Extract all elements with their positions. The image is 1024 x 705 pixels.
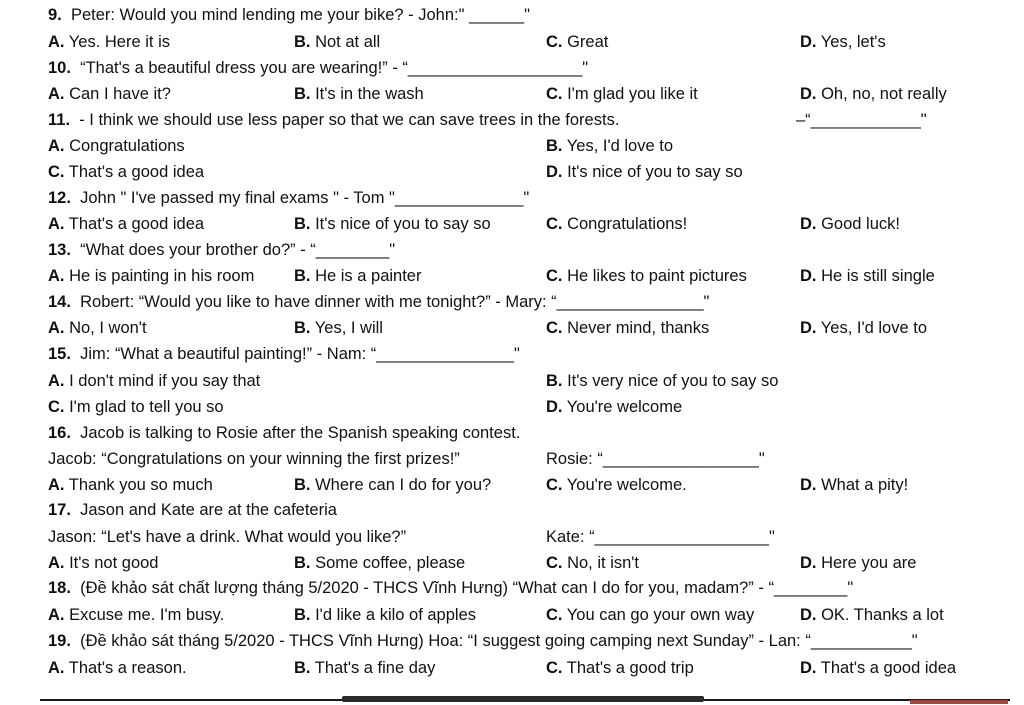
question-9 <box>48 4 530 26</box>
options-10: A. Can I have it? B. It's in the wash C. I'm glad you like it D. Oh, no, not really <box>48 85 947 103</box>
option-d: It's nice of you to say so <box>567 163 743 181</box>
option-b: Some coffee, please <box>315 554 466 572</box>
question-16 <box>48 422 520 444</box>
options-19: A. That's a reason. B. That's a fine day C. That's a good trip D. That's a good idea <box>48 659 957 677</box>
dialog-right: Kate: “___________________" <box>546 528 775 546</box>
options-16: A. Thank you so much B. Where can I do for you? C. You're welcome. D. What a pity! <box>48 476 909 494</box>
options-18: A. Excuse me. I'm busy. B. I'd like a kilo of apples C. You can go your own way D. OK. Thanks a lot <box>48 606 944 624</box>
question-15 <box>48 343 520 365</box>
option-b: That's a fine day <box>314 659 436 677</box>
option-a: That's a good idea <box>68 215 205 233</box>
option-b: I'd like a kilo of apples <box>315 606 477 624</box>
option-b: It's very nice of you to say so <box>567 372 779 390</box>
question-number: 18. <box>48 579 71 597</box>
option-d: That's a good idea <box>820 659 957 677</box>
question-number: 16. <box>48 424 71 442</box>
dialog-17 <box>48 526 1018 548</box>
scroll-indicator <box>342 696 704 702</box>
option-c: You can go your own way <box>566 606 755 624</box>
dialog-right: Rosie: “_________________" <box>546 450 765 468</box>
bottom-accent-line <box>910 700 1008 704</box>
options-13: A. He is painting in his room B. He is a painter C. He likes to paint pictures D. He is still single <box>48 267 935 285</box>
option-d: You're welcome <box>566 398 683 416</box>
option-a: Thank you so much <box>68 476 213 494</box>
question-text: Robert: “Would you like to have dinner with me tonight?” - Mary: “________________" <box>80 293 710 311</box>
question-number: 12. <box>48 189 71 207</box>
question-text: - I think we should use less paper so that we can save trees in the forests. <box>79 111 620 129</box>
option-b: He is a painter <box>315 267 422 285</box>
options-15-row1: A. I don't mind if you say that B. It's very nice of you to say so <box>48 372 779 390</box>
dialog-left: Jason: “Let's have a drink. What would you like?” <box>48 528 407 546</box>
option-c: No, it isn't <box>567 554 640 572</box>
question-14 <box>48 291 709 313</box>
option-b: It's nice of you to say so <box>315 215 491 233</box>
option-d: Good luck! <box>821 215 900 233</box>
question-text: “That's a beautiful dress you are wearing!” - “___________________" <box>80 59 589 77</box>
option-c: Great <box>567 33 609 51</box>
question-18 <box>48 577 853 599</box>
option-d: Oh, no, not really <box>821 85 947 103</box>
options-11-row2: C. That's a good idea D. It's nice of you to say so <box>48 163 743 181</box>
option-a: He is painting in his room <box>69 267 255 285</box>
question-12 <box>48 187 529 209</box>
option-a: No, I won't <box>69 319 147 337</box>
question-number: 14. <box>48 293 71 311</box>
option-d: Yes, let's <box>820 33 886 51</box>
question-11 <box>48 109 1008 131</box>
question-number: 15. <box>48 345 71 363</box>
question-number: 13. <box>48 241 71 259</box>
dialog-left: Jacob: “Congratulations on your winning the first prizes!” <box>48 450 460 468</box>
question-19 <box>48 630 918 652</box>
options-15-row2: C. I'm glad to tell you so D. You're welcome <box>48 398 683 416</box>
question-text: Jacob is talking to Rosie after the Spanish speaking contest. <box>80 424 521 442</box>
option-d: What a pity! <box>821 476 909 494</box>
option-b: Yes, I'd love to <box>566 137 673 155</box>
option-c: Congratulations! <box>567 215 688 233</box>
question-text: (Đề khảo sát tháng 5/2020 - THCS Vĩnh Hưng) Hoa: “I suggest going camping next Sunday” - Lan: “___________" <box>80 632 918 650</box>
options-9: A. Yes. Here it is B. Not at all C. Great D. Yes, let's <box>48 33 886 51</box>
question-text: (Đề khảo sát chất lượng tháng 5/2020 - THCS Vĩnh Hưng) “What can I do for you, madam?” - “________" <box>80 579 854 597</box>
question-13 <box>48 239 395 261</box>
question-text: Peter: Would you mind lending me your bike? - John:" ______" <box>70 6 530 24</box>
option-c: I'm glad you like it <box>567 85 698 103</box>
option-a: Excuse me. I'm busy. <box>69 606 225 624</box>
option-b: Not at all <box>315 33 381 51</box>
option-a: Can I have it? <box>69 85 171 103</box>
question-text: John " I've passed my final exams " - Tom "______________" <box>80 189 530 207</box>
option-d: He is still single <box>821 267 935 285</box>
option-d: OK. Thanks a lot <box>821 606 944 624</box>
options-12: A. That's a good idea B. It's nice of you to say so C. Congratulations! D. Good luck! <box>48 215 900 233</box>
question-17 <box>48 499 337 521</box>
question-text: Jim: “What a beautiful painting!” - Nam: “_______________" <box>80 345 520 363</box>
question-text: “What does your brother do?” - “________" <box>80 241 396 259</box>
question-10 <box>48 57 588 79</box>
option-d: Here you are <box>821 554 917 572</box>
option-d: Yes, I'd love to <box>820 319 927 337</box>
option-c: That's a good trip <box>566 659 694 677</box>
option-c: He likes to paint pictures <box>567 267 747 285</box>
option-c: Never mind, thanks <box>567 319 710 337</box>
dialog-16 <box>48 448 1018 470</box>
options-17: A. It's not good B. Some coffee, please C. No, it isn't D. Here you are <box>48 554 917 572</box>
option-a: Yes. Here it is <box>68 33 170 51</box>
option-c: That's a good idea <box>68 163 205 181</box>
question-number: 10. <box>48 59 71 77</box>
question-number: 19. <box>48 632 71 650</box>
option-b: Yes, I will <box>314 319 383 337</box>
option-c: I'm glad to tell you so <box>69 398 224 416</box>
answer-blank: –“____________" <box>796 111 927 129</box>
option-b: It's in the wash <box>315 85 424 103</box>
question-number: 9. <box>48 6 62 24</box>
question-text: Jason and Kate are at the cafeteria <box>80 501 337 519</box>
option-b: Where can I do for you? <box>315 476 492 494</box>
option-a: I don't mind if you say that <box>69 372 261 390</box>
option-a: That's a reason. <box>68 659 187 677</box>
option-c: You're welcome. <box>566 476 687 494</box>
options-11-row1: A. Congratulations B. Yes, I'd love to <box>48 137 673 155</box>
option-a: Congratulations <box>69 137 185 155</box>
question-number: 11. <box>48 111 71 129</box>
question-number: 17. <box>48 501 71 519</box>
option-a: It's not good <box>69 554 159 572</box>
options-14: A. No, I won't B. Yes, I will C. Never mind, thanks D. Yes, I'd love to <box>48 319 927 337</box>
